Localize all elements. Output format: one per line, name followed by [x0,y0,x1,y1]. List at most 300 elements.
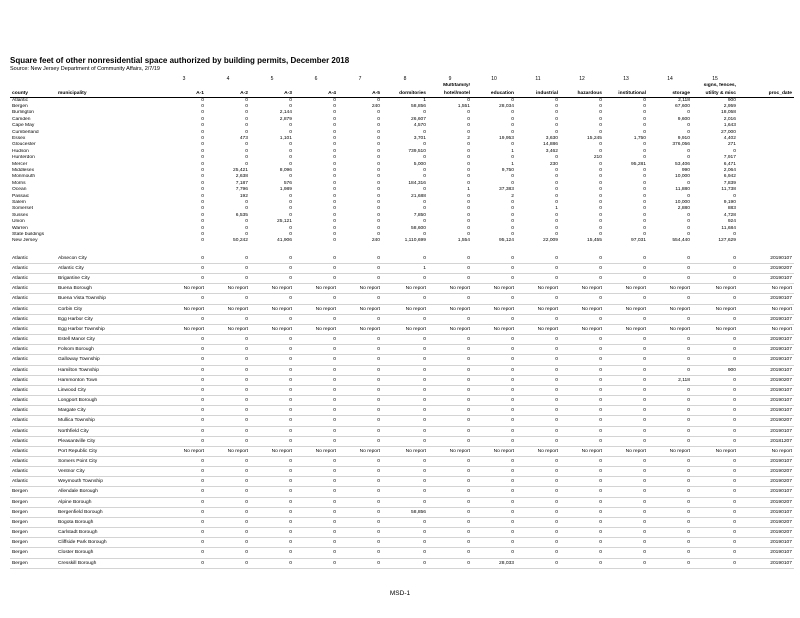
county-value: 0 [643,142,646,148]
county-value: 28,034 [499,103,514,109]
county-proc-blank [738,97,794,104]
value-cell: 900 [692,365,738,375]
county-value: 3,462 [545,148,558,154]
value-cell: No report [162,304,206,314]
county-value: 0 [289,174,292,180]
table-row [10,324,794,334]
county-cell: Atlantic [10,254,56,264]
county-value: 0 [333,161,336,167]
proc-date-cell: 20190107 [738,406,794,416]
county-value: 0 [377,187,380,193]
value-cell: No report [560,446,604,456]
county-value: 0 [377,212,380,218]
value-cell: 0 [648,426,692,436]
county-value: 18,058 [721,110,736,116]
value-cell: No report [382,284,428,294]
municipality-cell: Weymouth Township [56,477,162,487]
value-cell: 0 [428,477,472,487]
county-value: 1,110,699 [404,238,426,244]
value-cell: 0 [206,477,250,487]
value-cell: 0 [648,335,692,345]
value-cell: 0 [206,314,250,324]
county-value: 0 [511,232,514,238]
value-cell: 0 [294,335,338,345]
county-value: 0 [333,148,336,154]
value-cell: 0 [648,406,692,416]
value-cell: 0 [472,517,516,527]
county-value: 0 [467,180,470,186]
value-cell: 0 [162,497,206,507]
value-cell: 0 [206,538,250,548]
value-cell: 0 [604,254,648,264]
value-cell: 0 [692,548,738,558]
county-name: Passaic [12,193,30,199]
value-cell: 0 [516,507,560,517]
value-cell: 0 [472,487,516,497]
value-cell: 0 [250,467,294,477]
value-cell: 0 [560,548,604,558]
value-cell: 0 [250,528,294,538]
value-cell: No report [162,446,206,456]
county-cell: Atlantic [10,314,56,324]
proc-date-cell: 20190107 [738,254,794,264]
value-cell: 0 [692,497,738,507]
value-cell: 0 [162,385,206,395]
value-cell: 0 [206,558,250,568]
county-value: 0 [289,148,292,154]
value-cell: 0 [516,416,560,426]
county-value: 900 [727,97,736,103]
county-value: 0 [599,193,602,199]
municipality-cell: Cliffside Park Borough [56,538,162,548]
value-cell: 0 [294,314,338,324]
county-name: Salem [12,200,26,205]
value-cell: 0 [560,538,604,548]
county-cell: Atlantic [10,274,56,284]
column-header-col10: industrial [516,90,560,98]
value-cell: 0 [648,548,692,558]
value-cell: 0 [604,335,648,345]
county-name: Mercer [12,161,28,167]
value-cell: 0 [692,264,738,274]
value-cell: No report [692,324,738,334]
value-cell: 0 [648,528,692,538]
county-cell: Bergen [10,497,56,507]
value-cell: 0 [338,385,382,395]
proc-date-cell: 20190207 [738,477,794,487]
value-cell: No report [338,284,382,294]
value-cell: 0 [206,375,250,385]
value-cell: 0 [206,507,250,517]
value-cell: 0 [250,264,294,274]
value-cell: 0 [560,487,604,497]
county-value: 0 [555,174,558,180]
municipality-cell: Buena Vista Township [56,294,162,304]
county-value: 0 [687,232,690,238]
county-cell: Atlantic [10,284,56,294]
county-value: 0 [643,110,646,116]
value-cell: 0 [338,375,382,385]
county-value: 53,406 [675,161,690,167]
county-value: 2,016 [723,116,736,122]
value-cell: 0 [206,548,250,558]
value-cell: No report [294,284,338,294]
county-name: Morris [12,180,26,186]
value-cell: 0 [604,274,648,284]
county-value: 127,629 [718,238,736,244]
county-value: 240 [371,238,380,244]
table-row [10,446,794,456]
value-cell: No report [472,304,516,314]
county-name: Hudson [12,148,29,154]
value-cell: 0 [338,436,382,446]
county-value: 7,917 [723,155,736,161]
header-top-cell: signs, fences, [703,83,736,88]
county-value: 0 [511,174,514,180]
column-header-col14: utility & misc [692,90,738,98]
value-cell: 0 [382,314,428,324]
value-cell: 0 [604,355,648,365]
county-value: 0 [377,135,380,141]
value-cell: 0 [428,294,472,304]
county-value: 0 [289,206,292,212]
value-cell: 0 [338,487,382,497]
value-cell: 0 [294,467,338,477]
county-value: 0 [555,180,558,186]
county-value: 2,638 [235,174,248,180]
table-row [10,436,794,446]
value-cell: 0 [428,264,472,274]
county-value: 0 [467,161,470,167]
county-value: 0 [423,110,426,116]
value-cell: 0 [648,436,692,446]
value-cell: 0 [560,264,604,274]
county-value: 27,000 [721,129,736,135]
value-cell: No report [472,446,516,456]
county-value: 0 [643,200,646,205]
value-cell: 0 [294,365,338,375]
value-cell: 0 [560,254,604,264]
county-value: 0 [289,123,292,129]
value-cell: 0 [472,497,516,507]
municipality-cell: Port Republic City [56,446,162,456]
value-cell: 0 [206,335,250,345]
county-value: 0 [245,219,248,225]
value-cell: 0 [250,355,294,365]
county-cell: Atlantic [10,385,56,395]
value-cell: 0 [604,558,648,568]
value-cell: 0 [560,365,604,375]
value-cell: 0 [516,274,560,284]
county-value: 0 [245,225,248,231]
municipality-cell: Buena Borough [56,284,162,294]
value-cell: 0 [560,294,604,304]
value-cell: 0 [560,517,604,527]
county-value: 0 [643,212,646,218]
column-number: 3 [182,76,186,82]
value-cell: 0 [162,264,206,274]
county-value: 0 [643,155,646,161]
value-cell: 0 [294,385,338,395]
table-row [10,456,794,466]
county-value: 0 [599,200,602,205]
value-cell: 0 [516,517,560,527]
county-value: 0 [423,142,426,148]
value-cell: 0 [382,254,428,264]
county-value: 184,316 [408,180,426,186]
county-value: 0 [377,110,380,116]
value-cell: 0 [560,396,604,406]
county-value: 0 [555,97,558,103]
table-header [10,75,794,97]
value-cell: 0 [428,507,472,517]
county-value: 0 [687,180,690,186]
value-cell: 0 [516,436,560,446]
county-value: 0 [201,174,204,180]
county-value: 14,886 [543,142,558,148]
county-cell: Atlantic [10,426,56,436]
value-cell: 0 [604,416,648,426]
table-row [10,558,794,568]
county-name: Gloucester [12,142,36,148]
value-cell: 0 [692,385,738,395]
value-cell: 0 [294,426,338,436]
value-cell: No report [206,446,250,456]
county-value: 0 [467,232,470,238]
column-header-col15: proc_date [738,90,794,98]
county-value: 95,124 [499,238,514,244]
county-value: 0 [643,187,646,193]
county-cell: Bergen [10,548,56,558]
value-cell: 0 [428,467,472,477]
county-value: 0 [377,116,380,122]
county-name: Atlantic [12,97,29,103]
county-cell: Bergen [10,507,56,517]
value-cell: 0 [428,385,472,395]
value-cell: No report [294,446,338,456]
value-cell: 0 [250,416,294,426]
county-value: 1 [511,148,514,154]
county-value: 0 [555,187,558,193]
value-cell: 0 [162,436,206,446]
value-cell: 0 [648,396,692,406]
value-cell: 0 [428,548,472,558]
county-value: 0 [733,193,736,199]
table-row [10,406,794,416]
county-value: 0 [245,110,248,116]
value-cell: No report [648,324,692,334]
value-cell: 0 [382,436,428,446]
county-value: 0 [467,200,470,205]
value-cell: No report [428,324,472,334]
municipality-cell: Pleasantville City [56,436,162,446]
county-name: Monmouth [12,174,36,180]
proc-date-cell: 20190107 [738,548,794,558]
value-cell: 0 [516,385,560,395]
county-value: 192 [239,193,248,199]
value-cell: 0 [692,487,738,497]
column-number: 6 [314,76,318,82]
county-value: 0 [555,116,558,122]
county-value: 0 [289,155,292,161]
county-value: 0 [201,142,204,148]
table-row [10,365,794,375]
column-header-municipality: municipality [56,90,162,98]
municipality-cell: Egg Harbor Township [56,324,162,334]
county-value: 0 [467,225,470,231]
table-row [10,396,794,406]
column-header-county: county [10,90,56,98]
permits-table [10,75,794,569]
value-cell: 0 [162,335,206,345]
county-value: 8,096 [279,167,292,173]
value-cell: 0 [516,487,560,497]
value-cell: 0 [294,487,338,497]
municipality-cell: Mullica Township [56,416,162,426]
value-cell: 0 [692,406,738,416]
value-cell: 0 [692,416,738,426]
value-cell: 0 [294,375,338,385]
county-value: 0 [467,142,470,148]
table-row [10,385,794,395]
value-cell: 28,033 [472,558,516,568]
value-cell: 0 [428,517,472,527]
value-cell: 0 [162,467,206,477]
county-value: 0 [467,123,470,129]
value-cell: 0 [648,345,692,355]
value-cell: 0 [692,467,738,477]
value-cell: 0 [382,538,428,548]
county-value: 0 [377,174,380,180]
value-cell: 0 [560,416,604,426]
county-value: 0 [333,200,336,205]
municipality-cell: Linwood City [56,385,162,395]
county-value: 0 [643,148,646,154]
proc-date-cell: 20190107 [738,365,794,375]
value-cell: 0 [382,375,428,385]
value-cell: 0 [648,507,692,517]
county-value: 0 [643,123,646,129]
value-cell: No report [604,446,648,456]
value-cell: No report [428,284,472,294]
county-name: Middlesex [12,167,35,173]
value-cell: 0 [250,548,294,558]
county-value: 0 [511,212,514,218]
county-cell: Atlantic [10,335,56,345]
county-value: 0 [599,174,602,180]
county-value: 0 [333,180,336,186]
value-cell: 0 [206,426,250,436]
table-row [10,507,794,517]
value-cell: 0 [692,396,738,406]
value-cell: 0 [294,274,338,284]
county-value: 0 [333,232,336,238]
municipality-cell: Hammonton Town [56,375,162,385]
proc-date-cell: 20190207 [738,497,794,507]
section-gap [10,245,794,254]
value-cell: 0 [648,538,692,548]
value-cell: 58,856 [382,507,428,517]
county-name: Ocean [12,187,27,193]
county-value: 0 [687,212,690,218]
page-footer: MSD-1 [389,590,411,597]
value-cell: 0 [294,294,338,304]
value-cell: 0 [516,528,560,538]
county-value: 0 [555,123,558,129]
county-cell: Atlantic [10,355,56,365]
county-value: 4,402 [723,135,736,141]
table-row [10,467,794,477]
value-cell: 0 [338,314,382,324]
county-value: 25,121 [277,219,292,225]
value-cell: 0 [648,467,692,477]
value-cell: 0 [294,264,338,274]
value-cell: 0 [250,558,294,568]
value-cell: No report [560,304,604,314]
value-cell: 0 [382,355,428,365]
value-cell: 0 [382,396,428,406]
county-value: 1,989 [279,187,292,193]
county-value: 0 [599,129,602,135]
value-cell: 0 [604,507,648,517]
county-value: 9,910 [677,135,690,141]
value-cell: 0 [338,254,382,264]
value-cell: 0 [294,538,338,548]
value-cell: 0 [516,497,560,507]
county-cell: Atlantic [10,294,56,304]
county-value: 15,455 [587,238,602,244]
value-cell: 0 [604,345,648,355]
county-value: 0 [245,148,248,154]
value-cell: No report [382,446,428,456]
value-cell: 0 [516,467,560,477]
value-cell: 0 [338,345,382,355]
value-cell: 0 [382,274,428,284]
value-cell: 0 [338,396,382,406]
county-value: 0 [555,167,558,173]
value-cell: 0 [338,335,382,345]
value-cell: 0 [162,365,206,375]
value-cell: 0 [692,477,738,487]
value-cell: 0 [382,335,428,345]
county-value: 0 [289,161,292,167]
county-value: 473 [239,135,248,141]
value-cell: 0 [294,436,338,446]
value-cell: 0 [472,507,516,517]
table-row [10,497,794,507]
value-cell: No report [250,284,294,294]
proc-date-cell: 20190107 [738,345,794,355]
county-value: 0 [467,129,470,135]
table-row [10,517,794,527]
county-value: 990 [681,167,690,173]
value-cell: 0 [428,345,472,355]
proc-date-cell: 20190107 [738,355,794,365]
table-row [10,345,794,355]
value-cell: 0 [428,416,472,426]
table-row [10,426,794,436]
value-cell: 0 [294,416,338,426]
county-value: 0 [245,123,248,129]
county-value: 3,701 [413,135,426,141]
value-cell: 0 [428,254,472,264]
value-cell: 0 [648,497,692,507]
municipality-cell: Somers Point City [56,456,162,466]
value-cell: 0 [516,365,560,375]
value-cell: 0 [472,314,516,324]
value-cell: 0 [648,558,692,568]
value-cell: 0 [516,538,560,548]
